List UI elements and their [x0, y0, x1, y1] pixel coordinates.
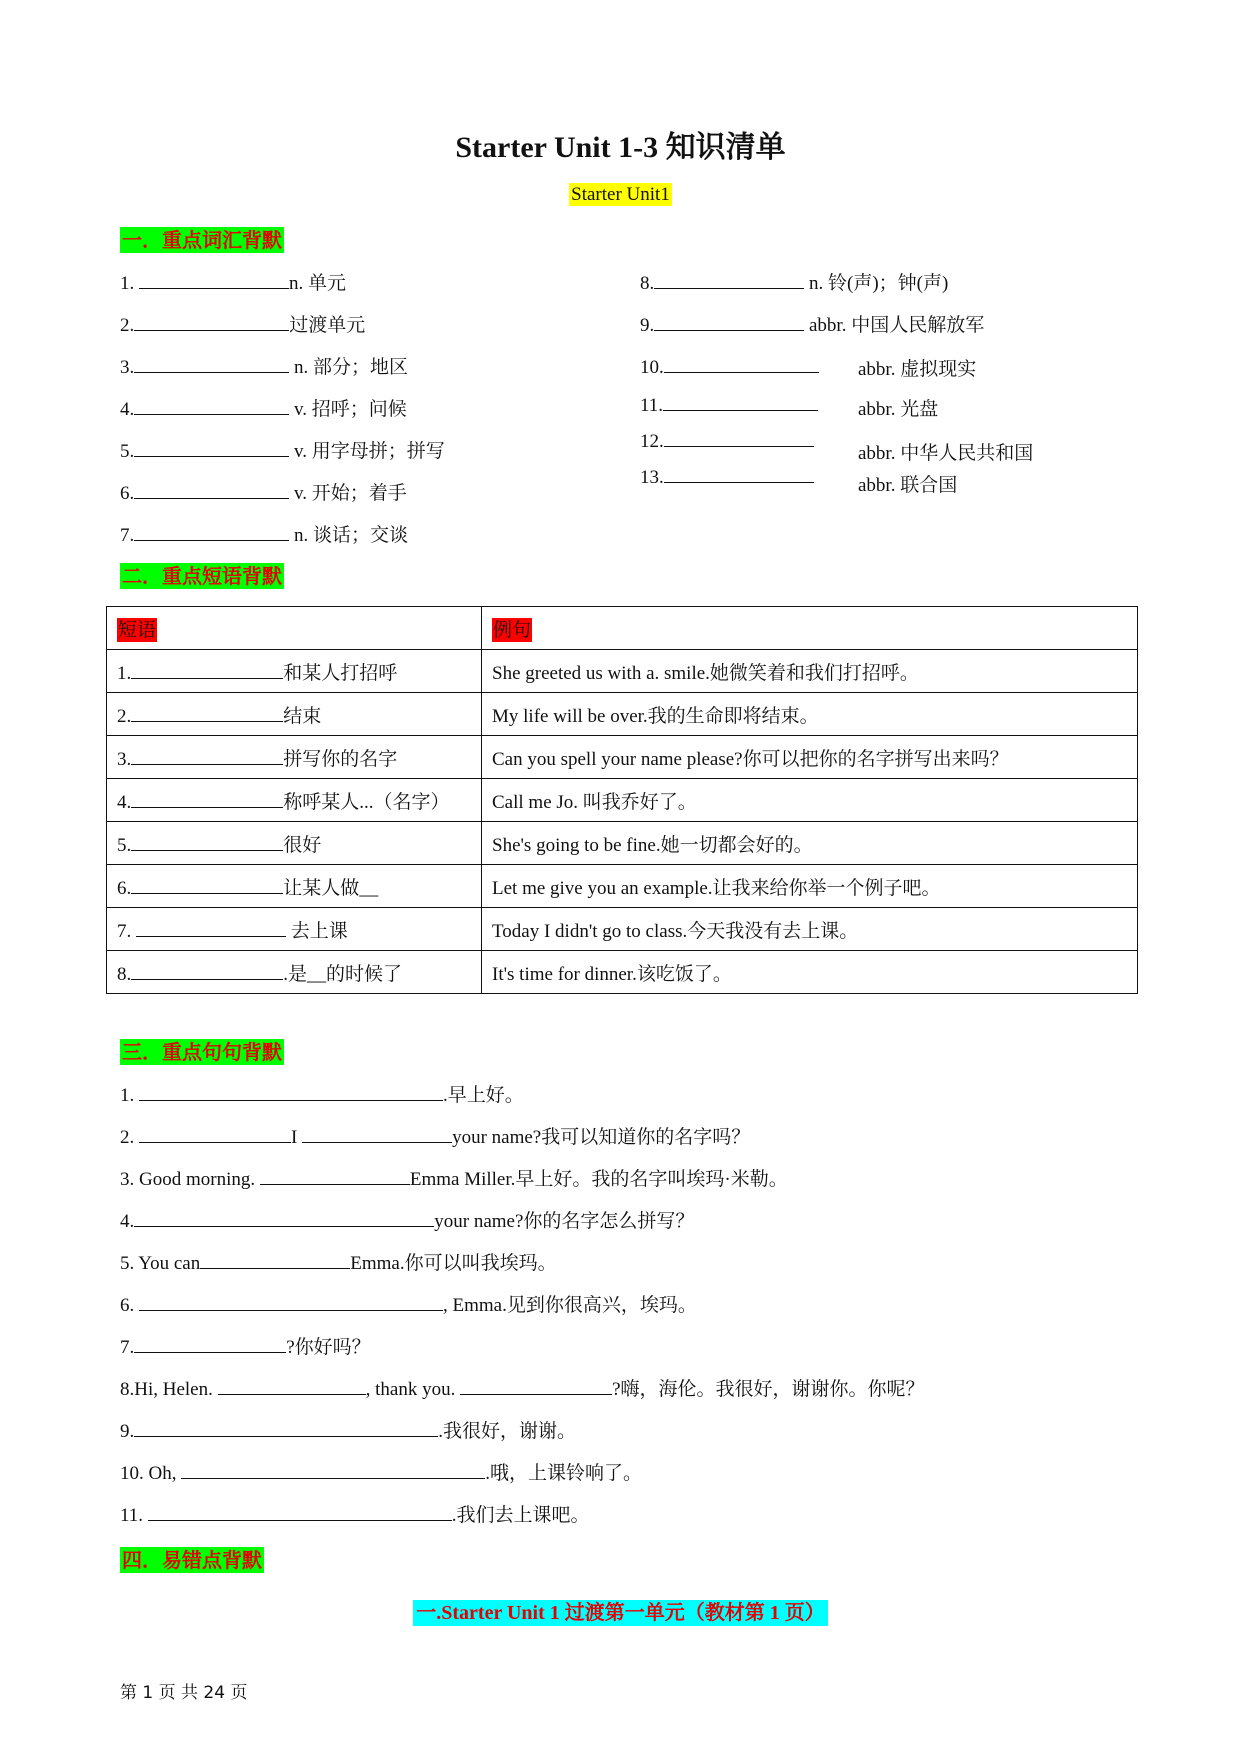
- answer-blank[interactable]: [460, 1376, 612, 1395]
- vocab-item-7: 7. n. 谈话；交谈: [120, 520, 408, 547]
- answer-blank[interactable]: [131, 832, 283, 851]
- answer-blank[interactable]: [218, 1376, 366, 1395]
- vocab-def-10: abbr. 虚拟现实: [858, 359, 977, 380]
- sentence-8: 8.Hi, Helen. , thank you. ?嗨，海伦。我很好，谢谢你。你呢？: [120, 1374, 925, 1401]
- table-row: 5. 很好 She's going to be fine.她一切都会好的。: [107, 822, 1138, 865]
- answer-blank[interactable]: [136, 918, 286, 937]
- vocab-item-5: 5. v. 用字母拼；拼写: [120, 436, 445, 463]
- section-vocab-heading: 一．重点词汇背默: [122, 228, 282, 252]
- sentence-6: 6. , Emma.见到你很高兴，埃玛。: [120, 1290, 697, 1317]
- table-header-row: [107, 607, 1138, 650]
- section-errors-heading: 四．易错点背默: [122, 1548, 262, 1572]
- answer-blank[interactable]: [131, 961, 283, 980]
- page-title: Starter Unit 1-3 知识清单: [455, 131, 786, 164]
- answer-blank[interactable]: [134, 354, 289, 373]
- answer-blank[interactable]: [181, 1460, 485, 1479]
- page-footer: 第 1 页 共 24 页: [120, 1683, 248, 1703]
- vocab-def-11: abbr. 光盘: [858, 399, 939, 420]
- vocab-item-13: 13.: [640, 464, 814, 489]
- vocab-item-10: 10.: [640, 354, 819, 379]
- vocab-def-12: abbr. 中华人民共和国: [858, 443, 1034, 464]
- vocab-item-4: 4. v. 招呼；问候: [120, 394, 407, 421]
- sentence-1: 1. .早上好。: [120, 1080, 524, 1107]
- answer-blank[interactable]: [664, 354, 819, 373]
- example-cell: It's time for dinner.该吃饭了。: [482, 951, 1138, 994]
- answer-blank[interactable]: [134, 1208, 434, 1227]
- section-phrases-heading: 二．重点短语背默: [122, 564, 282, 588]
- header-phrase: 短语: [118, 618, 157, 641]
- answer-blank[interactable]: [260, 1166, 410, 1185]
- example-cell: Today I didn't go to class.今天我没有去上课。: [482, 908, 1138, 951]
- vocab-item-8: 8. n. 铃(声)；钟(声): [640, 268, 948, 295]
- answer-blank[interactable]: [139, 1124, 291, 1143]
- answer-blank[interactable]: [654, 270, 804, 289]
- example-cell: Call me Jo. 叫我乔好了。: [482, 779, 1138, 822]
- section-sentences-heading: 三．重点句句背默: [122, 1040, 282, 1064]
- table-row: 6. 让某人做__ Let me give you an example.让我来给你举一个例子吧。: [107, 865, 1138, 908]
- sentence-4: 4. your name?你的名字怎么拼写？: [120, 1206, 694, 1233]
- answer-blank[interactable]: [139, 1292, 443, 1311]
- answer-blank[interactable]: [302, 1124, 452, 1143]
- sentence-3: 3. Good morning. Emma Miller.早上好。我的名字叫埃玛·米勒。: [120, 1164, 788, 1191]
- answer-blank[interactable]: [131, 746, 283, 765]
- vocab-item-11: 11.: [640, 392, 818, 417]
- answer-blank[interactable]: [134, 396, 289, 415]
- answer-blank[interactable]: [134, 480, 289, 499]
- answer-blank[interactable]: [664, 428, 814, 447]
- vocab-def-13: abbr. 联合国: [858, 475, 958, 496]
- example-cell: My life will be over.我的生命即将结束。: [482, 693, 1138, 736]
- answer-blank[interactable]: [139, 270, 289, 289]
- table-row: 2. 结束 My life will be over.我的生命即将结束。: [107, 693, 1138, 736]
- table-row: 7. 去上课 Today I didn't go to class.今天我没有去上课。: [107, 908, 1138, 951]
- answer-blank[interactable]: [134, 522, 289, 541]
- answer-blank[interactable]: [131, 703, 283, 722]
- example-cell: She's going to be fine.她一切都会好的。: [482, 822, 1138, 865]
- table-row: 3. 拼写你的名字 Can you spell your name please?你可以把你的名字拼写出来吗？: [107, 736, 1138, 779]
- error-subheading-wrap: [0, 1596, 1241, 1625]
- answer-blank[interactable]: [134, 1334, 286, 1353]
- answer-blank[interactable]: [139, 1082, 443, 1101]
- example-cell: Let me give you an example.让我来给你举一个例子吧。: [482, 865, 1138, 908]
- answer-blank[interactable]: [134, 312, 289, 331]
- unit-subtitle: Starter Unit1: [571, 184, 670, 205]
- answer-blank[interactable]: [148, 1502, 452, 1521]
- vocab-item-1: 1. n. 单元: [120, 268, 346, 295]
- sentence-2: 2. I your name?我可以知道你的名字吗？: [120, 1122, 750, 1149]
- answer-blank[interactable]: [200, 1250, 350, 1269]
- table-row: 8. .是__的时候了 It's time for dinner.该吃饭了。: [107, 951, 1138, 994]
- vocab-item-2: 2. 过渡单元: [120, 310, 365, 337]
- sentence-10: 10. Oh, .哦，上课铃响了。: [120, 1458, 642, 1485]
- vocab-item-12: 12.: [640, 428, 814, 453]
- sentence-11: 11. .我们去上课吧。: [120, 1500, 590, 1527]
- answer-blank[interactable]: [654, 312, 804, 331]
- answer-blank[interactable]: [134, 1418, 438, 1437]
- phrase-table: [106, 606, 1138, 994]
- answer-blank[interactable]: [131, 660, 283, 679]
- table-row: 1. 和某人打招呼 She greeted us with a. smile.她微笑着和我们打招呼。: [107, 650, 1138, 693]
- error-subheading: 一.Starter Unit 1 过渡第一单元（教材第 1 页）: [413, 1600, 828, 1626]
- table-row: 4. 称呼某人...（名字） Call me Jo. 叫我乔好了。: [107, 779, 1138, 822]
- example-cell: Can you spell your name please?你可以把你的名字拼写出来吗？: [482, 736, 1138, 779]
- vocab-item-3: 3. n. 部分；地区: [120, 352, 408, 379]
- header-example: 例句: [493, 618, 532, 641]
- sentence-5: 5. You can Emma.你可以叫我埃玛。: [120, 1248, 557, 1275]
- sentence-9: 9. .我很好，谢谢。: [120, 1416, 576, 1443]
- answer-blank[interactable]: [131, 875, 283, 894]
- answer-blank[interactable]: [663, 392, 818, 411]
- answer-blank[interactable]: [134, 438, 289, 457]
- unit-subtitle-wrap: [0, 184, 1241, 206]
- sentence-7: 7. ?你好吗？: [120, 1332, 371, 1359]
- example-cell: She greeted us with a. smile.她微笑着和我们打招呼。: [482, 650, 1138, 693]
- vocab-item-6: 6. v. 开始；着手: [120, 478, 407, 505]
- vocab-item-9: 9. abbr. 中国人民解放军: [640, 310, 984, 337]
- answer-blank[interactable]: [664, 464, 814, 483]
- answer-blank[interactable]: [131, 789, 283, 808]
